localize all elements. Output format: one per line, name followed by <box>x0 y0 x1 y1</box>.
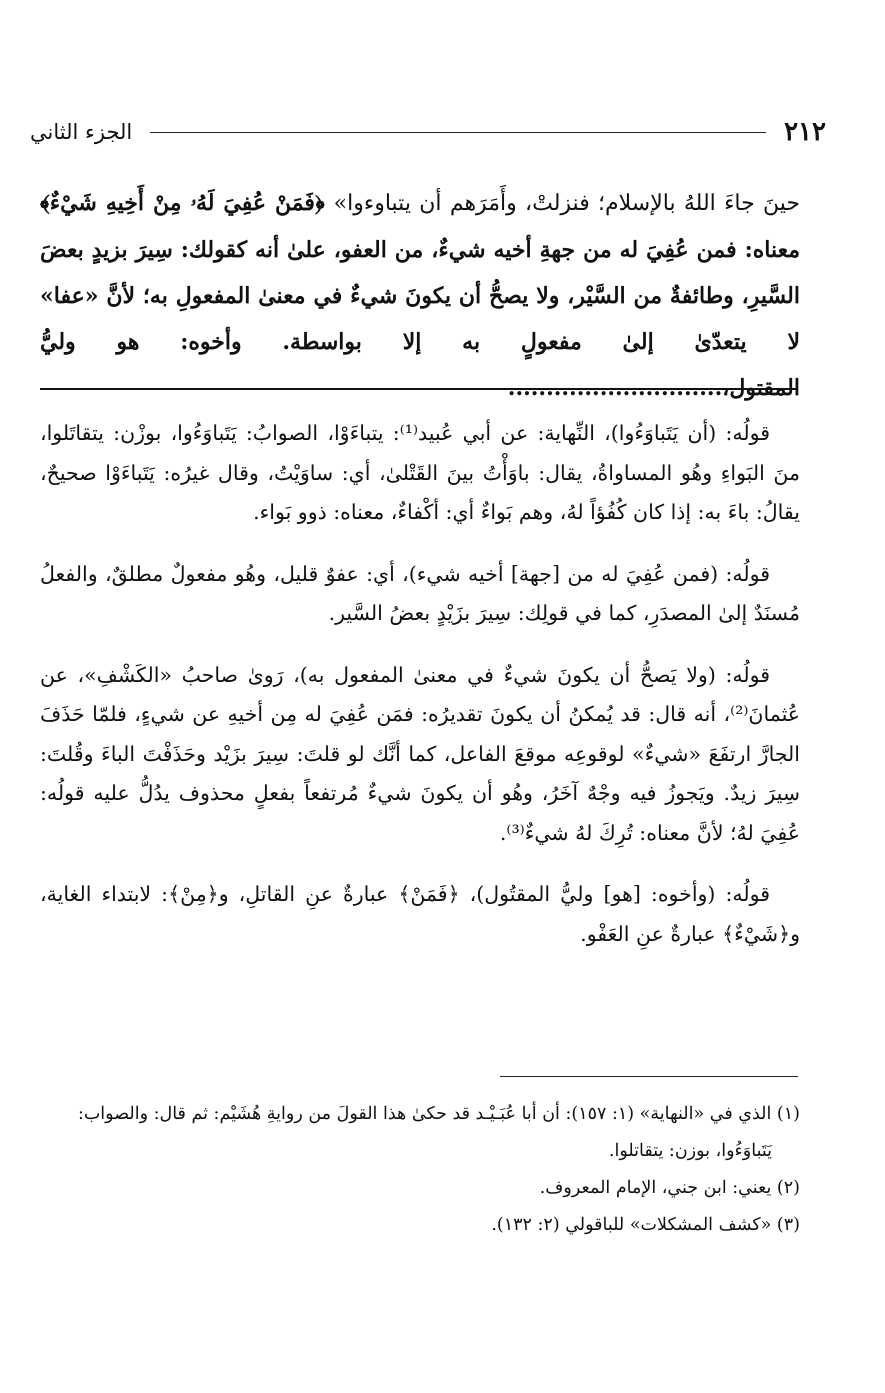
page-number: ٢١٢ <box>784 117 826 147</box>
running-title: الجزء الثاني <box>30 120 133 144</box>
running-header <box>30 112 826 152</box>
commentary-paragraph: قولُه: (وأخوه: [هو] وليُّ المقتُول)، ﴿فَمَنْ﴾ عبارةٌ عنِ القاتلِ، و﴿مِنْ﴾: لابتداء الغاية، و﴿شَيْءٌ﴾ عبارةٌ عنِ العَفْو. <box>40 882 800 946</box>
footnote-rule <box>500 1076 798 1077</box>
commentary-paragraph: قولُه: (فمن عُفِيَ له من [جهة] أخيه شيء)، أي: عفوٌ قليل، وهُو مفعولٌ مطلقٌ، والفعلُ مُسنَدٌ إلىٰ المصدَرِ، كما في قولِك: سِيرَ بزَيْدٍ بعضُ السَّير. <box>40 561 800 625</box>
main-text-separator <box>40 388 796 390</box>
commentary <box>40 414 800 954</box>
footnotes <box>40 1098 800 1246</box>
main-text-body: ﴿فَمَنْ عُفِيَ لَهُۥ مِنْ أَخِيهِ شَيْءٌ﴾ معناه: فمن عُفِيَ له من جهةِ أخيه شيءٌ، من العفو، علىٰ أنه كقولك: سِيرَ بزيدٍ بعضَ السَّيرِ، وطائفةٌ من السَّيْر، ولا يصحُّ أن يكونَ شيءٌ في معنىٰ المفعولِ به؛ لأنَّ «عفا» لا يتعدّىٰ إلىٰ مفعولٍ به إلا بواسطة. وأخوه: هو وليُّ المقتول،............................ <box>40 190 800 401</box>
footnote: (٣) «كشف المشكلات» للباقولي (٢: ١٣٢). <box>491 1215 800 1235</box>
commentary-paragraph: قولُه: (ولا يَصحُّ أن يكونَ شيءٌ في معنىٰ المفعول به)، رَوىٰ صاحبُ «الكَشْفِ»، عن عُثمانَ⁽²⁾، أنه قال: قد يُمكنُ أن يكونَ تقديرُه: فمَن عُفِيَ له مِن أخيهِ عن شيءٍ، فلمّا حَذَفَ الجارَّ ارتفَعَ «شيءٌ» لوقوعِه موقعَ الفاعل، كما أنَّك لو قلتَ: سِيرَ بزَيْد وحَذَفْتَ الباءَ وقُلتَ: سِيرَ زيدٌ. ويَجوزُ فيه وجْهٌ آخَرُ، وهُو أن يكونَ شيءٌ مُرتفعاً بفعلٍ محذوف يدُلُّ عليه قولُه: عُفِيَ لهُ؛ لأنَّ معناه: تُرِكَ لهُ شيءٌ⁽³⁾. <box>40 662 800 845</box>
main-text-lead: حينَ جاءَ اللهُ بالإسلام؛ فنزلتْ، وأَمَرَهم أن يتباوءوا» <box>333 191 801 216</box>
footnote: (٢) يعني: ابن جني، الإمام المعروف. <box>539 1178 800 1198</box>
footnote-continuation: يَتَباوَءُوا، بوزن: يتقاتلوا. <box>608 1141 772 1161</box>
footnote: (١) الذي في «النهاية» (١: ١٥٧): أن أبا عُبَـيْـد قد حكىٰ هذا القولَ من روايةِ هُشَيْم: ثم قال: والصواب: <box>77 1104 800 1124</box>
commentary-paragraph: قولُه: (أن يَتَباوَءُوا)، النِّهاية: عن أبي عُبيد⁽¹⁾: يتباءَوْا، الصوابُ: يَتَباوَءُوا، بوزْن: يتقاتَلوا، منَ البَواءِ وهُو المساواةُ، يقال: باوَأْتُ بينَ القَتْلىٰ، أي: ساوَيْتُ، وقال غيرُه: يَتَباءَوْا صحيحٌ، يقالُ: باءَ به: إذا كان كُفُؤاً لهُ، وهم بَواءٌ أي: أكْفاءٌ، معناه: ذوو بَواء. <box>40 421 800 524</box>
main-text <box>40 180 800 411</box>
header-rule <box>150 132 766 133</box>
